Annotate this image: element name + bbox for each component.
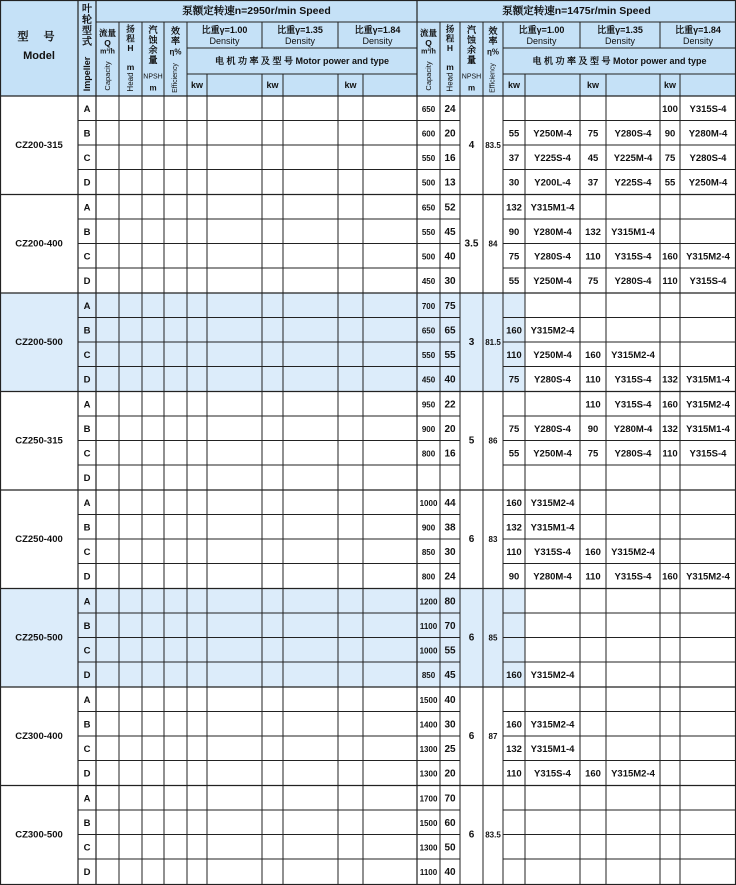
model-name: CZ250-400 <box>15 533 63 545</box>
impeller-type: A <box>83 103 91 115</box>
capacity-value: 650 <box>421 203 436 213</box>
impeller-type: B <box>83 325 91 337</box>
left-npsh-cn: 汽蚀余量 <box>148 25 158 65</box>
head-value: 38 <box>444 522 456 534</box>
right-eff-unit: η% <box>487 47 499 57</box>
head-value: 40 <box>444 694 456 706</box>
impeller-type: B <box>83 719 91 731</box>
left-head-cn: 扬程 H m <box>126 24 135 72</box>
capacity-value: 1200 <box>419 597 438 607</box>
right-density-184: 比重γ=1.84 <box>675 25 721 35</box>
right-eff-en: Efficiency <box>489 63 497 93</box>
right-kw-label: kw <box>507 80 521 90</box>
head-value: 70 <box>444 620 456 632</box>
left-npsh-en: NPSH <box>143 73 163 81</box>
capacity-value: 900 <box>421 424 436 434</box>
left-capacity-en: Capacity <box>103 61 112 91</box>
motor-type-value: Y315S-4 <box>614 251 652 263</box>
motor-power-value: 90 <box>664 128 676 140</box>
motor-power-value: 160 <box>506 719 522 731</box>
head-value: 45 <box>444 226 456 238</box>
motor-power-value: 160 <box>662 571 678 583</box>
head-value: 20 <box>444 128 456 140</box>
head-value: 16 <box>444 152 456 164</box>
motor-type-value: Y315M1-4 <box>530 202 575 214</box>
motor-power-value: 75 <box>508 374 520 386</box>
right-npsh-en: NPSH <box>461 73 482 81</box>
capacity-value: 500 <box>421 252 436 262</box>
motor-power-value: 75 <box>587 275 599 287</box>
left-capacity-unit: m³/h <box>100 48 115 56</box>
motor-power-value: 110 <box>585 571 601 583</box>
motor-type-value: Y315S-4 <box>614 399 652 411</box>
motor-power-value: 132 <box>662 374 678 386</box>
motor-type-value: Y250M-4 <box>533 349 572 361</box>
head-value: 44 <box>444 497 456 509</box>
head-value: 40 <box>444 374 456 386</box>
motor-power-value: 110 <box>506 768 522 780</box>
left-density-en: Density <box>284 36 316 46</box>
speed-2950-header: 泵额定转速n=2950r/min Speed <box>182 5 331 17</box>
capacity-value: 450 <box>421 375 436 385</box>
motor-power-value: 132 <box>506 202 522 214</box>
right-eff-cn: 效率 <box>488 26 498 46</box>
motor-power-value: 110 <box>585 374 601 386</box>
impeller-header-en: Impeller <box>82 56 92 92</box>
head-value: 55 <box>444 645 456 657</box>
motor-type-value: Y315M1-4 <box>686 423 730 435</box>
motor-power-value: 160 <box>506 325 522 337</box>
capacity-value: 800 <box>421 449 436 459</box>
motor-type-value: Y315M1-4 <box>686 374 730 386</box>
right-density-en: Density <box>526 36 557 46</box>
capacity-value: 1500 <box>419 695 438 705</box>
motor-power-value: 75 <box>508 251 520 263</box>
npsh-value: 4 <box>468 139 475 151</box>
motor-type-value: Y315M2-4 <box>611 349 655 361</box>
npsh-value: 6 <box>468 829 475 841</box>
motor-power-value: 55 <box>508 275 520 287</box>
motor-type-value: Y315S-4 <box>689 275 727 287</box>
motor-power-value: 55 <box>508 128 520 140</box>
impeller-type: D <box>83 177 91 189</box>
capacity-value: 900 <box>421 523 436 533</box>
head-value: 70 <box>444 793 456 805</box>
left-eff-en: Efficiency <box>172 63 179 93</box>
head-value: 40 <box>444 251 456 263</box>
capacity-value: 850 <box>421 547 436 557</box>
head-value: 30 <box>444 719 456 731</box>
impeller-type: A <box>83 596 91 608</box>
motor-power-value: 75 <box>664 152 676 164</box>
right-density-en: Density <box>604 36 636 46</box>
capacity-value: 1300 <box>419 744 438 754</box>
motor-type-value: Y315M2-4 <box>686 399 730 411</box>
head-value: 30 <box>444 275 456 287</box>
motor-type-value: Y315M2-4 <box>686 571 730 583</box>
motor-type-value: Y315S-4 <box>534 546 571 558</box>
right-head-en: Head <box>445 72 455 92</box>
right-capacity-en: Capacity <box>424 61 433 91</box>
motor-type-value: Y280M-4 <box>533 226 572 238</box>
impeller-type: A <box>83 694 91 706</box>
left-head-en: Head <box>126 72 135 92</box>
efficiency-value: 81.5 <box>485 337 501 347</box>
efficiency-value: 83 <box>488 534 498 544</box>
model-name: CZ250-500 <box>15 632 63 644</box>
efficiency-value: 84 <box>488 239 498 249</box>
impeller-type: D <box>83 669 91 681</box>
impeller-type: A <box>83 202 91 214</box>
motor-type-value: Y315S-4 <box>614 374 652 386</box>
head-value: 20 <box>444 768 456 780</box>
left-density-100: 比重γ=1.00 <box>201 25 248 35</box>
efficiency-value: 83.5 <box>485 830 501 840</box>
motor-type-value: Y250M-4 <box>533 275 572 287</box>
head-value: 60 <box>444 817 456 829</box>
efficiency-value: 85 <box>488 633 498 643</box>
right-kw-label: kw <box>663 80 677 90</box>
capacity-value: 550 <box>421 350 436 360</box>
right-npsh-cn: 汽蚀余量 <box>466 25 477 65</box>
left-density-en: Density <box>209 36 240 46</box>
impeller-type: A <box>83 793 91 805</box>
impeller-type: D <box>83 472 91 484</box>
impeller-header-cn: 叶轮型式 <box>82 4 92 48</box>
model-name: CZ300-400 <box>15 730 63 742</box>
motor-power-value: 37 <box>587 177 599 189</box>
impeller-type: C <box>83 645 91 657</box>
motor-power-value: 160 <box>506 669 522 681</box>
capacity-value: 500 <box>421 178 436 188</box>
npsh-value: 3.5 <box>464 238 479 250</box>
motor-power-value: 90 <box>508 226 520 238</box>
motor-power-value: 110 <box>506 546 522 558</box>
head-value: 16 <box>444 448 456 460</box>
motor-power-value: 160 <box>662 251 678 263</box>
left-eff-cn: 效率 <box>170 26 181 46</box>
left-capacity-q: Q <box>104 38 111 48</box>
head-value: 40 <box>444 866 456 878</box>
right-density-100: 比重γ=1.00 <box>518 25 565 35</box>
impeller-type: D <box>83 768 91 780</box>
efficiency-value: 87 <box>488 731 498 741</box>
impeller-type: C <box>83 842 91 854</box>
capacity-value: 1100 <box>419 621 438 631</box>
motor-type-value: Y280S-4 <box>614 275 652 287</box>
model-name: CZ200-400 <box>15 238 63 250</box>
motor-type-value: Y250M-4 <box>533 128 572 140</box>
capacity-value: 550 <box>421 227 436 237</box>
npsh-value: 5 <box>468 435 475 447</box>
motor-power-value: 90 <box>508 571 520 583</box>
motor-type-value: Y280M-4 <box>688 128 728 140</box>
left-density-135: 比重γ=1.35 <box>277 25 323 35</box>
head-value: 24 <box>444 571 456 583</box>
efficiency-value: 83.5 <box>485 140 501 150</box>
speed-1475-header: 泵额定转速n=1475r/min Speed <box>502 5 651 17</box>
impeller-type: D <box>83 571 91 583</box>
capacity-value: 1100 <box>419 867 438 877</box>
left-density-en: Density <box>362 36 393 46</box>
motor-type-value: Y280S-4 <box>614 448 652 460</box>
motor-type-value: Y280M-4 <box>533 571 572 583</box>
motor-type-value: Y280S-4 <box>534 251 571 263</box>
head-value: 52 <box>444 202 456 214</box>
capacity-value: 800 <box>421 572 436 582</box>
model-name: CZ200-500 <box>15 336 63 348</box>
left-density-184: 比重γ=1.84 <box>354 25 401 35</box>
capacity-value: 850 <box>421 670 436 680</box>
motor-power-value: 55 <box>508 448 520 460</box>
motor-power-value: 75 <box>508 423 520 435</box>
head-value: 55 <box>444 349 456 361</box>
impeller-type: B <box>83 620 91 632</box>
head-value: 80 <box>444 596 456 608</box>
right-capacity-unit: m³/h <box>421 48 436 56</box>
capacity-value: 600 <box>421 129 436 139</box>
motor-type-value: Y315M1-4 <box>530 522 575 534</box>
motor-type-value: Y315M2-4 <box>530 719 575 731</box>
motor-type-value: Y200L-4 <box>534 177 571 189</box>
motor-type-value: Y315M1-4 <box>611 226 655 238</box>
impeller-type: C <box>83 349 91 361</box>
motor-type-value: Y315S-4 <box>689 448 727 460</box>
motor-type-value: Y280S-4 <box>689 152 727 164</box>
model-name: CZ200-315 <box>15 139 63 151</box>
head-value: 24 <box>444 103 456 115</box>
motor-power-value: 75 <box>587 128 599 140</box>
impeller-type: A <box>83 497 91 509</box>
motor-power-value: 90 <box>587 423 599 435</box>
motor-type-value: Y315S-4 <box>614 571 652 583</box>
right-density-en: Density <box>682 36 714 46</box>
right-density-135: 比重γ=1.35 <box>597 25 643 35</box>
right-capacity-cn: 流量 <box>419 28 438 38</box>
efficiency-value: 86 <box>488 436 498 446</box>
capacity-value: 650 <box>421 326 436 336</box>
capacity-value: 1000 <box>419 498 438 508</box>
model-name: CZ300-500 <box>15 829 63 841</box>
motor-type-value: Y250M-4 <box>688 177 728 189</box>
left-kw-label: kw <box>344 80 357 90</box>
motor-type-value: Y225S-4 <box>614 177 652 189</box>
right-kw-label: kw <box>586 80 600 90</box>
impeller-type: D <box>83 275 91 287</box>
motor-power-value: 132 <box>506 522 522 534</box>
impeller-type: C <box>83 546 91 558</box>
motor-type-value: Y280S-4 <box>534 374 571 386</box>
capacity-value: 700 <box>421 301 436 311</box>
capacity-value: 650 <box>421 104 436 114</box>
model-name: CZ250-315 <box>15 435 63 447</box>
motor-power-value: 30 <box>508 177 520 189</box>
motor-type-value: Y315M2-4 <box>686 251 730 263</box>
motor-type-value: Y225S-4 <box>534 152 571 164</box>
motor-power-value: 160 <box>585 546 601 558</box>
left-kw-label: kw <box>190 80 204 90</box>
motor-power-value: 160 <box>662 399 678 411</box>
motor-power-value: 160 <box>585 768 601 780</box>
motor-type-value: Y315S-4 <box>534 768 571 780</box>
motor-type-value: Y280S-4 <box>614 128 652 140</box>
motor-type-value: Y315M2-4 <box>611 546 655 558</box>
right-npsh-unit: m <box>467 83 476 93</box>
motor-type-value: Y280S-4 <box>534 423 571 435</box>
impeller-type: C <box>83 448 91 460</box>
npsh-value: 6 <box>468 730 475 742</box>
head-value: 13 <box>444 177 456 189</box>
motor-type-value: Y315M2-4 <box>530 325 575 337</box>
motor-power-value: 132 <box>662 423 678 435</box>
capacity-value: 550 <box>421 153 436 163</box>
motor-power-value: 37 <box>508 152 520 164</box>
head-value: 45 <box>444 669 456 681</box>
model-header-en: Model <box>23 50 55 62</box>
impeller-type: A <box>83 300 91 312</box>
motor-type-value: Y315M1-4 <box>530 743 575 755</box>
npsh-value: 6 <box>468 632 475 644</box>
motor-power-value: 110 <box>662 275 678 287</box>
head-value: 25 <box>444 743 456 755</box>
left-motor-label: 电 机 功 率 及 型 号 Motor power and type <box>214 56 390 66</box>
head-value: 22 <box>444 399 456 411</box>
motor-type-value: Y250M-4 <box>533 448 572 460</box>
motor-type-value: Y315M2-4 <box>530 669 575 681</box>
impeller-type: C <box>83 743 91 755</box>
capacity-value: 1500 <box>419 818 438 828</box>
capacity-value: 1000 <box>419 646 438 656</box>
impeller-type: C <box>83 251 91 263</box>
capacity-value: 1700 <box>419 794 438 804</box>
right-capacity-q: Q <box>425 38 432 48</box>
head-value: 20 <box>444 423 456 435</box>
motor-power-value: 160 <box>506 497 522 509</box>
npsh-value: 6 <box>468 533 475 545</box>
motor-power-value: 110 <box>585 251 601 263</box>
impeller-type: C <box>83 152 91 164</box>
left-eff-unit: η% <box>169 47 182 57</box>
motor-power-value: 110 <box>506 349 522 361</box>
motor-power-value: 110 <box>585 399 601 411</box>
motor-type-value: Y315S-4 <box>689 103 727 115</box>
motor-power-value: 55 <box>664 177 676 189</box>
motor-type-value: Y225M-4 <box>613 152 653 164</box>
npsh-value: 3 <box>468 336 475 348</box>
left-kw-label: kw <box>266 80 279 90</box>
capacity-value: 1300 <box>419 769 438 779</box>
motor-power-value: 110 <box>662 448 678 460</box>
head-value: 65 <box>444 325 456 337</box>
motor-power-value: 132 <box>585 226 601 238</box>
capacity-value: 450 <box>421 276 436 286</box>
left-npsh-unit: m <box>149 83 157 93</box>
impeller-type: B <box>83 423 91 435</box>
motor-power-value: 160 <box>585 349 601 361</box>
motor-power-value: 132 <box>506 743 522 755</box>
capacity-value: 1400 <box>419 720 438 730</box>
capacity-value: 950 <box>421 400 436 410</box>
model-header-cn: 型 号 <box>17 31 61 43</box>
head-value: 50 <box>444 842 456 854</box>
right-motor-label: 电 机 功 率 及 型 号 Motor power and type <box>532 56 707 66</box>
motor-type-value: Y280M-4 <box>613 423 653 435</box>
motor-power-value: 100 <box>662 103 678 115</box>
impeller-type: D <box>83 374 91 386</box>
motor-type-value: Y315M2-4 <box>530 497 575 509</box>
motor-power-value: 75 <box>587 448 599 460</box>
left-capacity-cn: 流量 <box>98 28 117 38</box>
impeller-type: D <box>83 866 91 878</box>
motor-power-value: 45 <box>587 152 599 164</box>
impeller-type: A <box>83 399 91 411</box>
impeller-type: B <box>83 226 91 238</box>
impeller-type: B <box>83 522 91 534</box>
impeller-type: B <box>83 817 91 829</box>
head-value: 75 <box>444 300 456 312</box>
motor-type-value: Y315M2-4 <box>611 768 655 780</box>
capacity-value: 1300 <box>419 843 438 853</box>
right-head-cn: 扬程 H m <box>445 24 455 72</box>
impeller-type: B <box>83 128 91 140</box>
head-value: 30 <box>444 546 456 558</box>
